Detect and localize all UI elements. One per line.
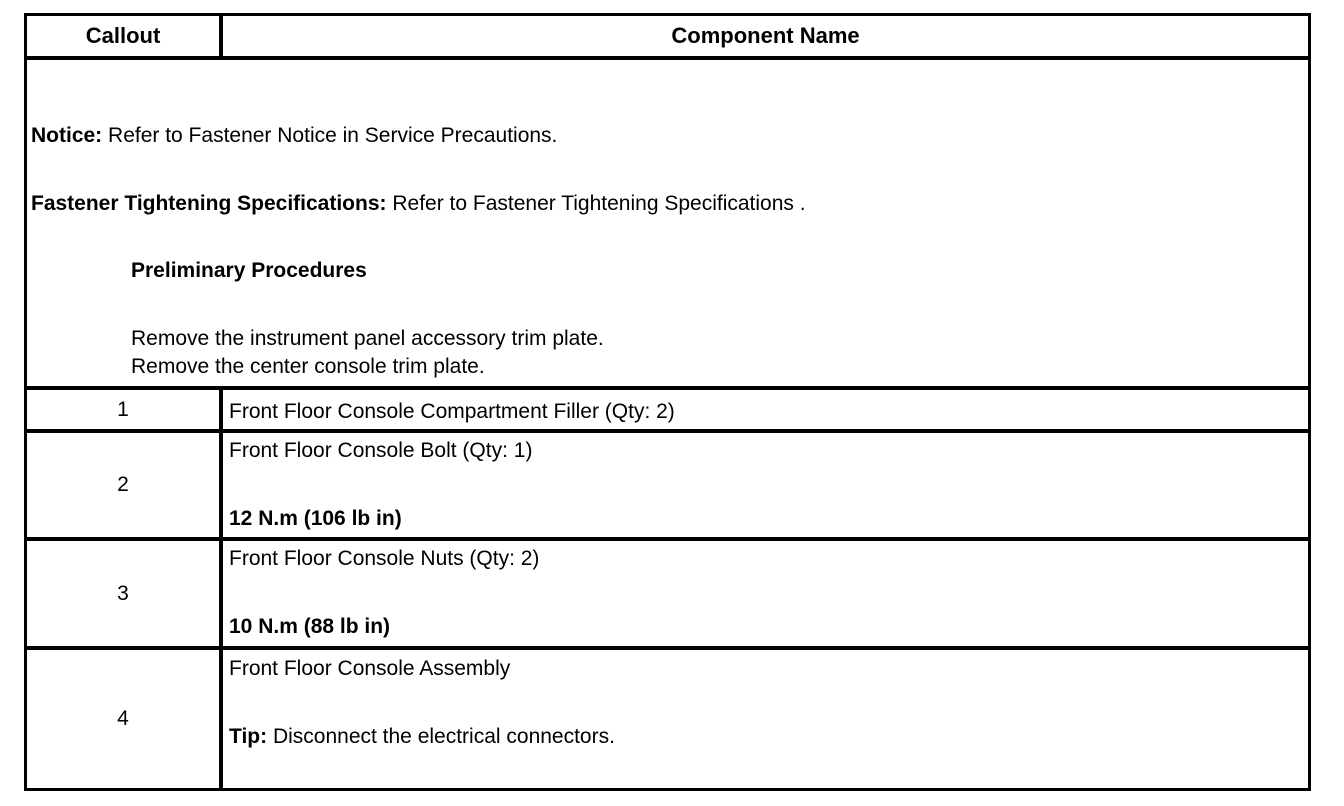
procedure-step: Remove the center console trim plate.	[131, 355, 485, 378]
tip-line	[229, 725, 615, 749]
callout-number: 2	[27, 433, 223, 537]
callout-number: 4	[27, 650, 223, 788]
notice-line	[31, 124, 557, 148]
procedure-step: Remove the instrument panel accessory trim plate.	[131, 327, 604, 350]
tip-text: Disconnect the electrical connectors.	[267, 725, 615, 748]
tip-label: Tip:	[229, 725, 268, 748]
components-table	[24, 13, 1311, 791]
notice-text: Refer to Fastener Notice in Service Precautions.	[102, 124, 558, 147]
callout-header: Callout	[27, 16, 223, 56]
notice-label: Notice:	[31, 124, 103, 147]
torque-spec: 10 N.m (88 lb in)	[229, 615, 391, 638]
callout-number: 1	[27, 390, 223, 429]
component-name-header: Component Name	[671, 23, 860, 48]
table-row	[27, 646, 1308, 788]
fastener-spec-line	[31, 192, 806, 216]
component-name: Front Floor Console Bolt (Qty: 1)	[229, 439, 533, 462]
table-row	[27, 429, 1308, 537]
component-name: Front Floor Console Compartment Filler (Qty: 2)	[229, 400, 675, 423]
callout-number: 3	[27, 541, 223, 646]
preliminary-procedures-title: Preliminary Procedures	[131, 259, 367, 282]
component-name: Front Floor Console Nuts (Qty: 2)	[229, 547, 540, 570]
notes-section	[27, 56, 1308, 386]
fastener-spec-text: Refer to Fastener Tightening Specifications .	[386, 192, 806, 215]
table-header-row	[27, 16, 1308, 56]
component-name: Front Floor Console Assembly	[229, 657, 511, 680]
table-row	[27, 537, 1308, 646]
table-row	[27, 386, 1308, 429]
torque-spec: 12 N.m (106 lb in)	[229, 507, 402, 530]
fastener-spec-label: Fastener Tightening Specifications:	[31, 192, 387, 215]
